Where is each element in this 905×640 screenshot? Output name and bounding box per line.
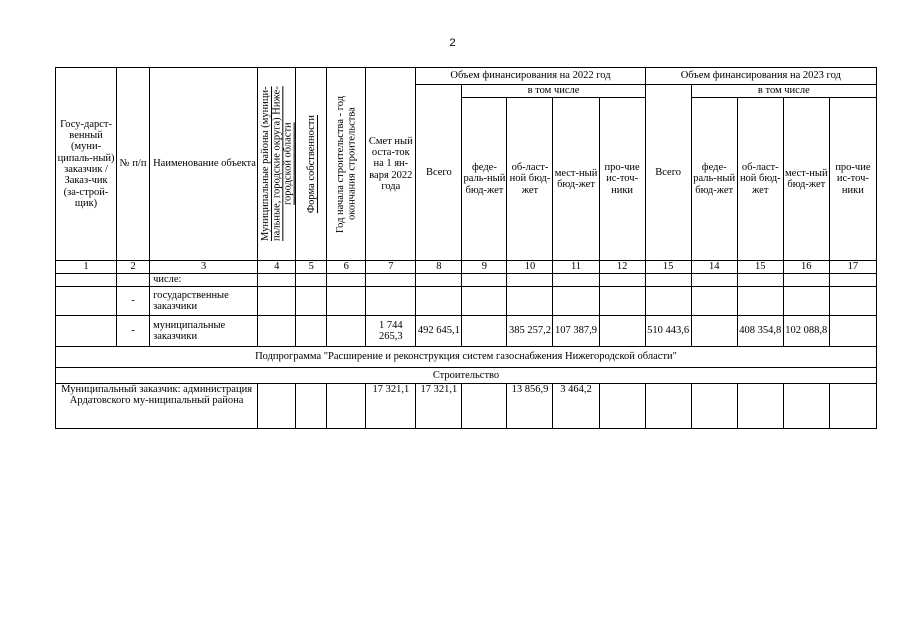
section-row (56, 368, 877, 384)
colnum: 7 (366, 261, 416, 274)
colnum: 3 (150, 261, 258, 274)
header-other-2023: про-чие ис-точ-ники (829, 98, 876, 261)
local-2022: 3 464,2 (553, 384, 599, 429)
colnum: 9 (462, 261, 507, 274)
header-row-1 (56, 68, 877, 85)
page-number: 2 (449, 37, 456, 49)
header-ownership-form (296, 68, 327, 261)
total-2022: 17 321,1 (416, 384, 462, 429)
table-row (56, 287, 877, 316)
header-total-2022: Всего (416, 85, 462, 261)
object-name: муниципальные заказчики (150, 316, 258, 347)
table-row (56, 384, 877, 429)
colnum: 4 (258, 261, 296, 274)
object-name: числе: (150, 274, 258, 287)
colnum: 14 (691, 261, 737, 274)
regional-2023: 408 354,8 (737, 316, 783, 347)
header-customer: Госу-дарст-венный (муни-ципаль-ный) заказчик / Заказ-чик (за-строй-щик) (56, 68, 117, 261)
regional-2022: 385 257,2 (507, 316, 553, 347)
header-object-name: Наименование объекта (150, 68, 258, 261)
header-federal-2023: феде-раль-ный бюд-жет (691, 98, 737, 261)
header-funding-2023: Объем финансирования на 2023 год (645, 68, 876, 85)
colnum: 17 (829, 261, 876, 274)
row-dash: - (117, 316, 150, 347)
estimate-balance: 1 744 265,3 (366, 316, 416, 347)
colnum: 12 (599, 261, 645, 274)
colnum: 10 (507, 261, 553, 274)
header-regional-2023: об-ласт-ной бюд-жет (737, 98, 783, 261)
header-regional-2022: об-ласт-ной бюд-жет (507, 98, 553, 261)
estimate-balance: 17 321,1 (366, 384, 416, 429)
customer-name: Муниципальный заказчик: администрация Ардатовского му-ниципальный района (56, 384, 258, 429)
header-local-2022: мест-ный бюд-жет (553, 98, 599, 261)
header-including-2022: в том числе (462, 85, 645, 98)
table-row (56, 316, 877, 347)
local-2022: 107 387,9 (553, 316, 599, 347)
header-other-2022: про-чие ис-точ-ники (599, 98, 645, 261)
header-federal-2022: феде-раль-ный бюд-жет (462, 98, 507, 261)
colnum: 11 (553, 261, 599, 274)
header-ownership-form-text: Форма собственности (305, 114, 317, 214)
header-construction-years (327, 68, 366, 261)
colnum: 1 (56, 261, 117, 274)
colnum: 5 (296, 261, 327, 274)
row-dash: - (117, 287, 150, 316)
header-total-2023: Всего (645, 85, 691, 261)
header-municipal-districts-text: Муниципальные районы (муници-пальные, городские округа) Ниже-городской области (259, 86, 294, 242)
column-numbers-row (56, 261, 877, 274)
header-including-2023: в том числе (691, 85, 876, 98)
colnum: 15 (645, 261, 691, 274)
colnum: 15 (737, 261, 783, 274)
header-estimate-balance: Смет ный оста-ток на 1 ян-варя 2022 года (366, 68, 416, 261)
object-name: государственные заказчики (150, 287, 258, 316)
table-row (56, 274, 877, 287)
header-local-2023: мест-ный бюд-жет (783, 98, 829, 261)
colnum: 6 (327, 261, 366, 274)
header-funding-2022: Объем финансирования на 2022 год (416, 68, 645, 85)
subprogram-title: Подпрограмма "Расширение и реконструкция систем газоснабжения Нижегородской области" (56, 347, 877, 368)
local-2023: 102 088,8 (783, 316, 829, 347)
section-title: Строительство (56, 368, 877, 384)
colnum: 2 (117, 261, 150, 274)
header-construction-years-text: Год начала строительства - год окончания строительства (334, 95, 358, 233)
total-2022: 492 645,1 (416, 316, 462, 347)
colnum: 8 (416, 261, 462, 274)
header-num: № п/п (117, 68, 150, 261)
header-municipal-districts (258, 68, 296, 261)
colnum: 16 (783, 261, 829, 274)
financing-table (55, 67, 877, 429)
subprogram-row (56, 347, 877, 368)
regional-2022: 13 856,9 (507, 384, 553, 429)
total-2023: 510 443,6 (645, 316, 691, 347)
